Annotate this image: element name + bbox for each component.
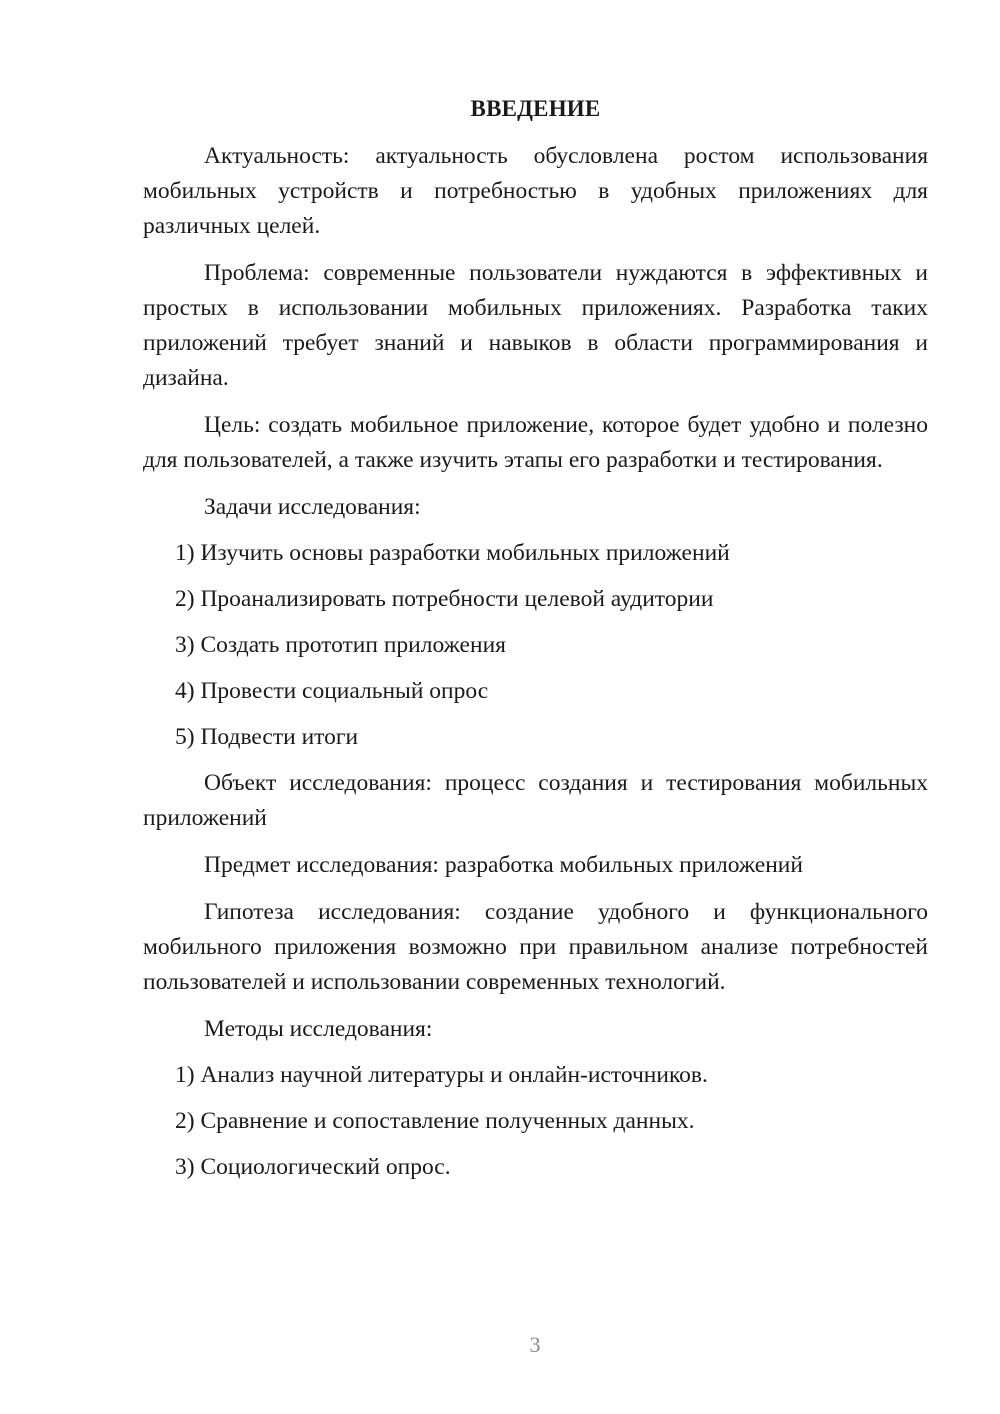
relevance-paragraph: Актуальность: актуальность обусловлена ростом использования мобильных устройств и потребностью в удобных приложениях для различных целей.: [143, 143, 928, 239]
tasks-heading: Задачи исследования:: [204, 494, 421, 520]
methods-heading: Методы исследования:: [204, 1016, 433, 1042]
methods-list: [143, 1058, 928, 1185]
page-title: ВВЕДЕНИЕ: [470, 96, 601, 121]
task-item: 3) Создать прототип приложения: [175, 632, 506, 658]
task-item: 1) Изучить основы разработки мобильных приложений: [175, 540, 730, 566]
task-item: 4) Провести социальный опрос: [175, 678, 489, 704]
hypothesis-paragraph: Гипотеза исследования: создание удобного и функционального мобильного приложения возможно при правильном анализе потребностей пользователей и использовании современных технологий.: [143, 899, 928, 995]
method-item: 3) Социологический опрос.: [175, 1154, 451, 1180]
problem-paragraph: Проблема: современные пользователи нуждаются в эффективных и простых в использовании мобильных приложениях. Разработка таких приложений требует знаний и навыков в области программирования и дизайна.: [143, 260, 928, 391]
page-number: 3: [529, 1332, 541, 1357]
task-item: 5) Подвести итоги: [175, 724, 359, 750]
method-item: 2) Сравнение и сопоставление полученных данных.: [175, 1108, 695, 1134]
task-item: 2) Проанализировать потребности целевой аудитории: [175, 586, 714, 612]
page-content: [143, 92, 928, 1185]
tasks-list: [143, 536, 928, 755]
subject-paragraph: Предмет исследования: разработка мобильных приложений: [204, 852, 803, 878]
method-item: 1) Анализ научной литературы и онлайн-источников.: [175, 1062, 708, 1088]
object-paragraph: Объект исследования: процесс создания и тестирования мобильных приложений: [143, 770, 928, 831]
goal-paragraph: Цель: создать мобильное приложение, которое будет удобно и полезно для пользователей, а также изучить этапы его разработки и тестирования.: [143, 412, 928, 473]
